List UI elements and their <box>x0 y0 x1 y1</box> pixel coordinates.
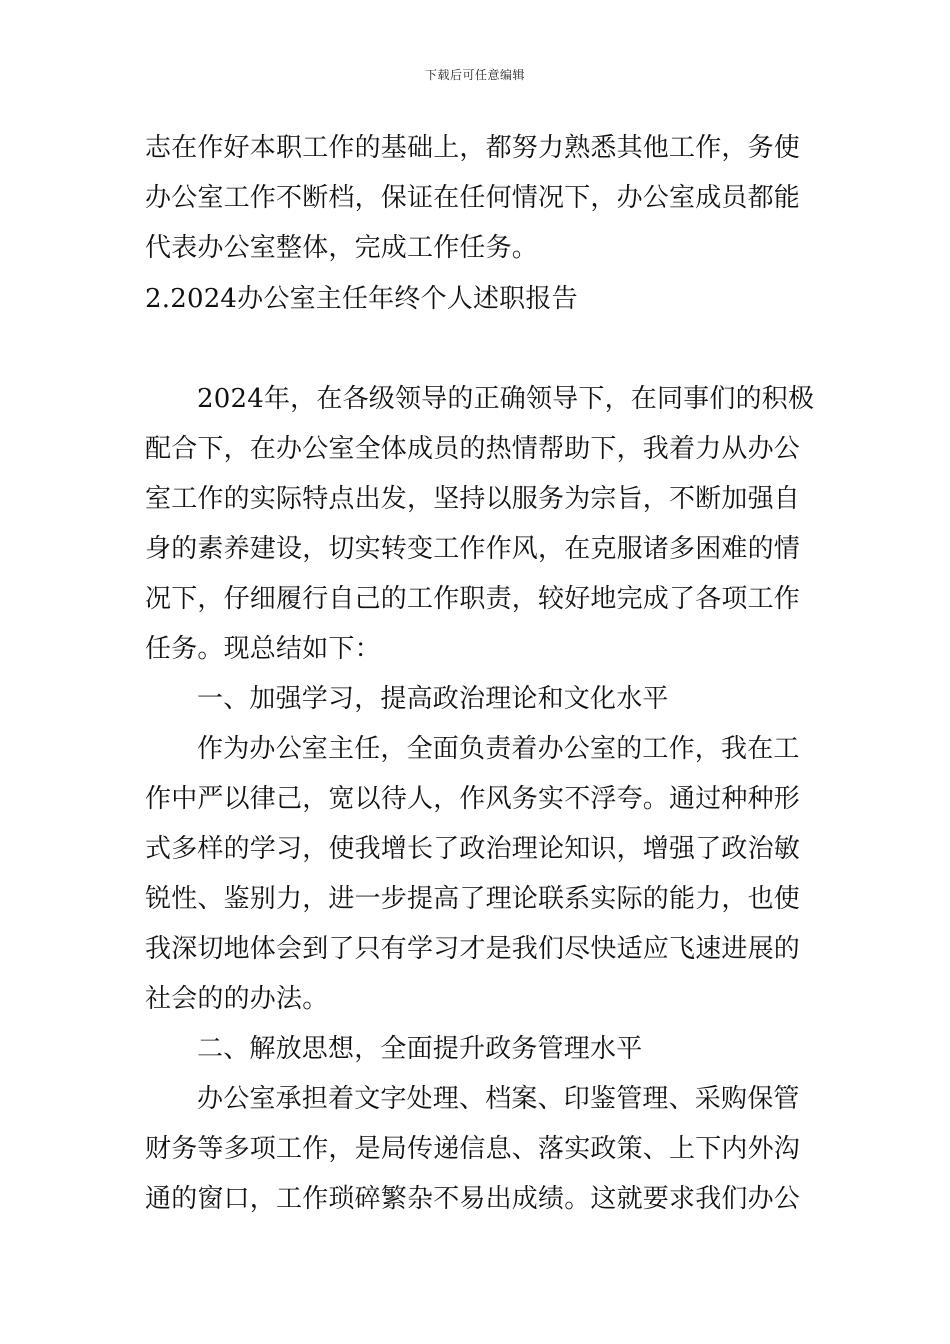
body-line: 作中严以律己，宽以待人，作风务实不浮夸。通过种种形 <box>145 784 801 814</box>
subsection-heading: 一、加强学习，提高政治理论和文化水平 <box>197 684 669 714</box>
body-line: 通的窗口，工作琐碎繁杂不易出成绩。这就要求我们办公 <box>145 1184 801 1214</box>
paragraph-first-line: 办公室承担着文字处理、档案、印鉴管理、采购保管 <box>197 1084 800 1114</box>
body-line: 志在作好本职工作的基础上，都努力熟悉其他工作，务使 <box>145 133 801 163</box>
body-line: 配合下，在办公室全体成员的热情帮助下，我着力从办公 <box>145 434 801 464</box>
body-line: 况下，仔细履行自己的工作职责，较好地完成了各项工作 <box>145 584 801 614</box>
body-line: 式多样的学习，使我增长了政治理论知识，增强了政治敏 <box>145 834 801 864</box>
body-line: 我深切地体会到了只有学习才是我们尽快适应飞速进展的 <box>145 934 801 964</box>
body-line: 代表办公室整体，完成工作任务。 <box>145 233 539 263</box>
paragraph-first-line: 作为办公室主任，全面负责着办公室的工作，我在工 <box>197 734 800 764</box>
section-heading: 2.2024办公室主任年终个人述职报告 <box>145 284 578 314</box>
body-line: 锐性、鉴别力，进一步提高了理论联系实际的能力，也使 <box>145 884 801 914</box>
body-line: 财务等多项工作，是局传递信息、落实政策、上下内外沟 <box>145 1134 801 1164</box>
body-line: 任务。现总结如下： <box>145 634 381 664</box>
paragraph-first-line: 2024年，在各级领导的正确领导下，在同事们的积极 <box>197 384 815 414</box>
subsection-heading: 二、解放思想，全面提升政务管理水平 <box>197 1034 643 1064</box>
body-line: 身的素养建设，切实转变工作作风，在克服诸多困难的情 <box>145 534 801 564</box>
body-line: 室工作的实际特点出发，坚持以服务为宗旨，不断加强自 <box>145 484 801 514</box>
body-line: 社会的的办法。 <box>145 984 329 1014</box>
page-header: 下载后可任意编辑 <box>424 68 525 82</box>
body-line: 办公室工作不断档，保证在任何情况下，办公室成员都能 <box>145 183 801 213</box>
